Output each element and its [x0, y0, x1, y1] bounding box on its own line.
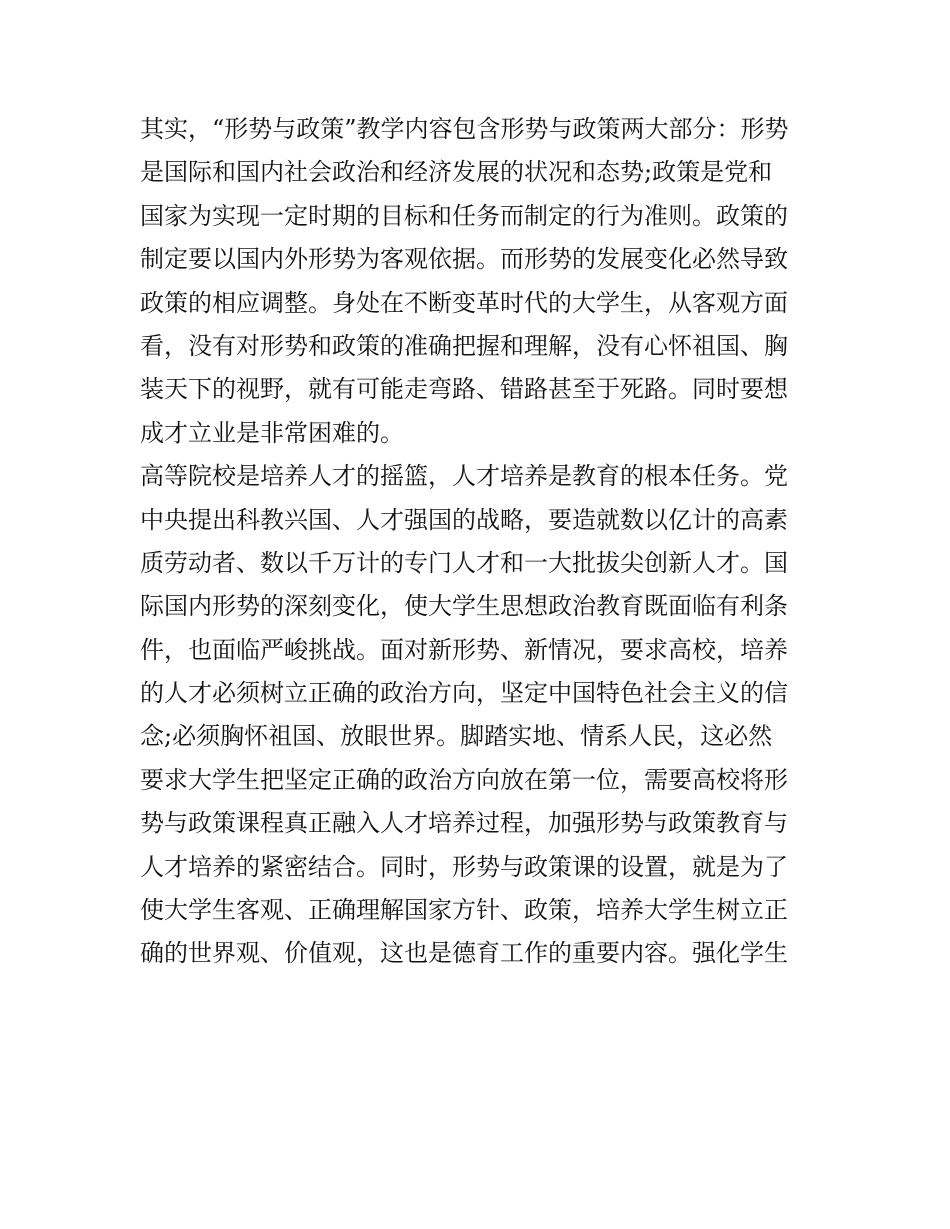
- text-line: 件，也面临严峻挑战。面对新形势、新情况，要求高校，培养: [140, 635, 788, 664]
- text-line: 际国内形势的深刻变化，使大学生思想政治教育既面临有利条: [140, 592, 788, 621]
- text-line: 质劳动者、数以千万计的专门人才和一大批拔尖创新人才。国: [140, 548, 788, 577]
- text-line: 确的世界观、价值观，这也是德育工作的重要内容。强化学生: [140, 939, 788, 968]
- text-line: 成才立业是非常困难的。: [140, 418, 404, 447]
- text-line: 国家为实现一定时期的目标和任务而制定的行为准则。政策的: [140, 201, 788, 230]
- text-line: 制定要以国内外形势为客观依据。而形势的发展变化必然导致: [140, 245, 788, 274]
- text-line: 高等院校是培养人才的摇篮，人才培养是教育的根本任务。党: [140, 462, 788, 491]
- text-line: 势与政策课程真正融入人才培养过程，加强形势与政策教育与: [140, 809, 788, 838]
- text-line: 人才培养的紧密结合。同时，形势与政策课的设置，就是为了: [140, 852, 788, 881]
- text-line: 政策的相应调整。身处在不断变革时代的大学生，从客观方面: [140, 288, 788, 317]
- text-line: 看，没有对形势和政策的准确把握和理解，没有心怀祖国、胸: [140, 331, 788, 360]
- text-line: 中央提出科教兴国、人才强国的战略，要造就数以亿计的高素: [140, 505, 788, 534]
- paragraph-2: [140, 455, 820, 976]
- paragraph-1: [140, 108, 820, 455]
- text-line: 要求大学生把坚定正确的政治方向放在第一位，需要高校将形: [140, 765, 788, 794]
- text-line: 是国际和国内社会政治和经济发展的状况和态势;政策是党和: [140, 158, 773, 187]
- text-line: 念;必须胸怀祖国、放眼世界。脚踏实地、情系人民，这必然: [140, 722, 773, 751]
- text-line: 其实，“形势与政策”教学内容包含形势与政策两大部分：形势: [140, 115, 789, 143]
- text-line: 的人才必须树立正确的政治方向，坚定中国特色社会主义的信: [140, 679, 788, 708]
- body-text: [140, 108, 820, 976]
- text-line: 使大学生客观、正确理解国家方针、政策，培养大学生树立正: [140, 896, 788, 925]
- text-line: 装天下的视野，就有可能走弯路、错路甚至于死路。同时要想: [140, 375, 788, 404]
